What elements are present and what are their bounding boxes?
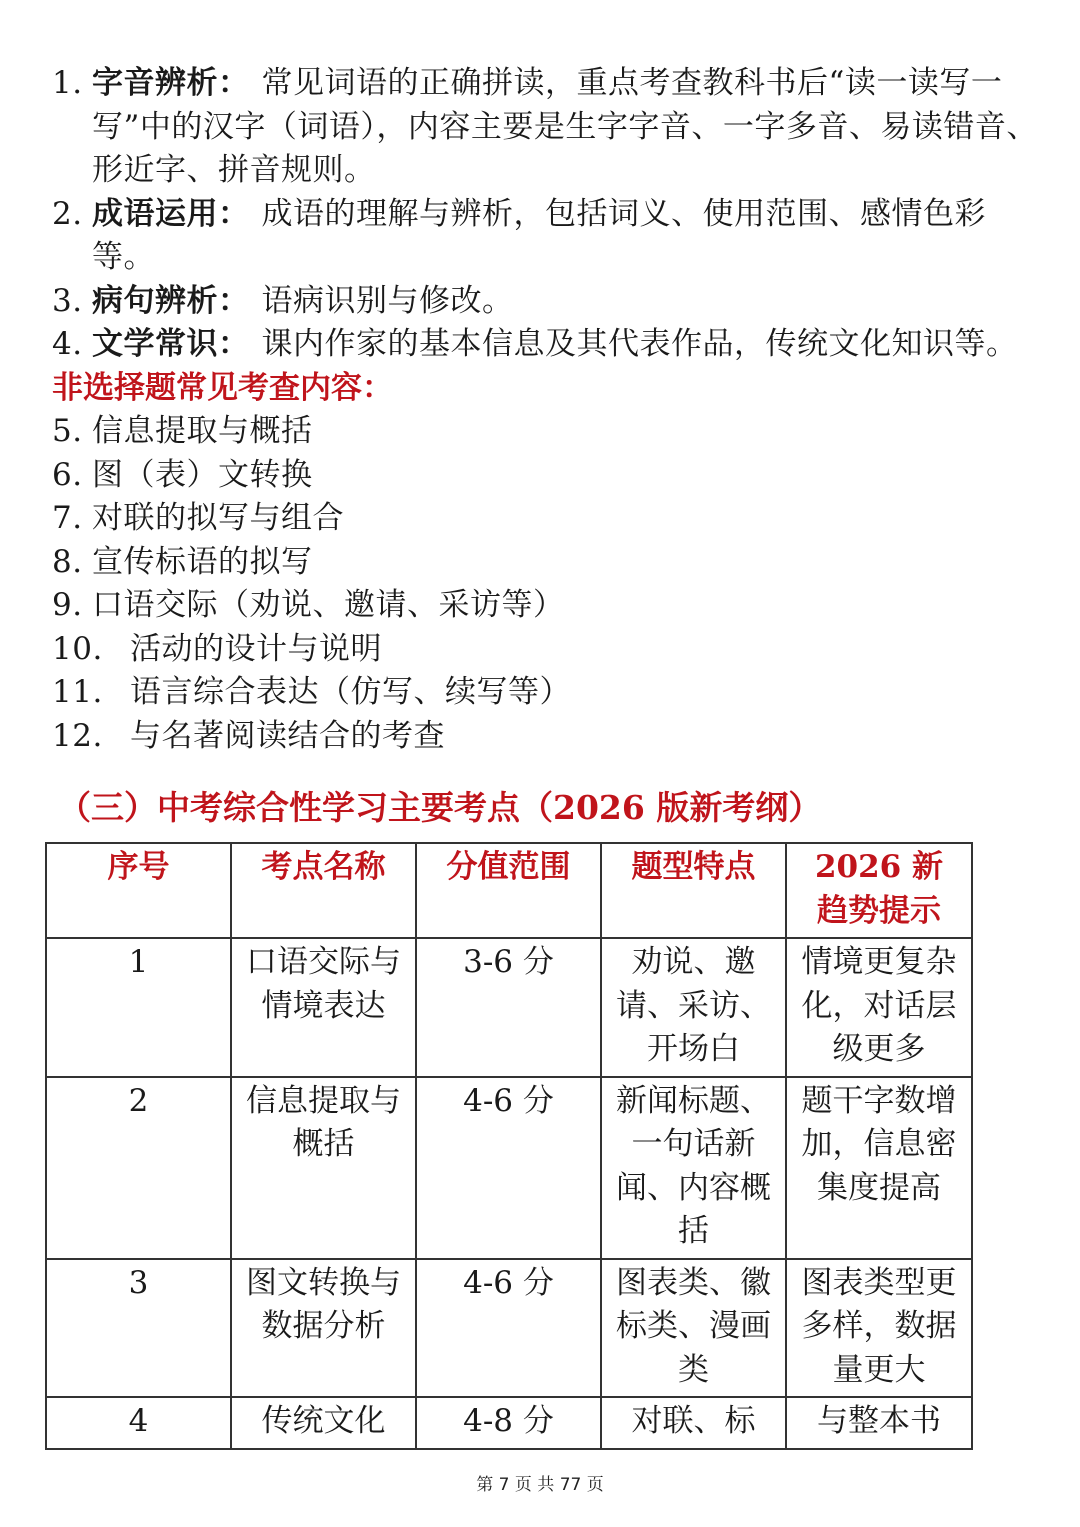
exam-points-table	[45, 842, 973, 1450]
item-number: 6.	[52, 456, 83, 493]
list-item	[52, 628, 1042, 672]
item-number: 12.	[52, 717, 103, 754]
table-cell: 新闻标题、一句话新闻、内容概括	[601, 1077, 786, 1259]
knowledge-point-list	[52, 62, 1042, 758]
item-text: 活动的设计与说明	[130, 630, 382, 667]
table-cell: 2	[46, 1077, 231, 1259]
item-number: 5.	[52, 413, 83, 449]
table-cell: 图表类、徽标类、漫画类	[601, 1259, 786, 1398]
item-text: 成语的理解与辨析，包括词义、使用范围、感情色彩等。	[92, 195, 986, 275]
column-header: 分值范围	[416, 843, 601, 938]
column-header: 序号	[46, 843, 231, 938]
table-row	[46, 1077, 972, 1259]
item-number: 7.	[52, 500, 83, 536]
table-cell: 图表类型更多样，数据量更大	[786, 1259, 972, 1398]
list-item	[52, 280, 1042, 324]
table-cell: 1	[46, 938, 231, 1077]
item-term: 文学常识：	[92, 326, 250, 362]
table-header-row	[46, 843, 972, 938]
list-item	[52, 62, 1042, 193]
table-cell: 口语交际与情境表达	[231, 938, 416, 1077]
table-cell: 情境更复杂化，对话层级更多	[786, 938, 972, 1077]
item-number: 1.	[52, 65, 83, 101]
list-item	[52, 323, 1042, 367]
table-cell: 题干字数增加，信息密集度提高	[786, 1077, 972, 1259]
list-item	[52, 454, 1042, 498]
item-number: 8.	[52, 543, 83, 580]
item-body	[92, 323, 1042, 367]
table-cell: 4	[46, 1397, 231, 1449]
item-text: 对联的拟写与组合	[92, 500, 344, 536]
item-text: 信息提取与概括	[92, 413, 313, 449]
list-item	[52, 193, 1042, 280]
table-cell: 4-6 分	[416, 1077, 601, 1259]
item-body	[92, 280, 1042, 324]
list-item	[52, 715, 1042, 759]
table-cell: 传统文化	[231, 1397, 416, 1449]
item-body	[92, 193, 1042, 280]
item-term: 字音辨析：	[92, 65, 250, 101]
item-term: 成语运用：	[92, 195, 250, 232]
item-number: 11.	[52, 674, 103, 710]
item-text: 语病识别与修改。	[261, 282, 514, 319]
table-cell: 3-6 分	[416, 938, 601, 1077]
table-cell: 对联、标	[601, 1397, 786, 1449]
table-cell: 与整本书	[786, 1397, 972, 1449]
table-row	[46, 1397, 972, 1449]
table-cell: 3	[46, 1259, 231, 1398]
table-cell: 图文转换与数据分析	[231, 1259, 416, 1398]
table-cell: 4-8 分	[416, 1397, 601, 1449]
table-row	[46, 938, 972, 1077]
item-body	[92, 62, 1042, 193]
page-footer: 第 7 页 共 77 页	[476, 1475, 604, 1495]
item-text: 常见词语的正确拼读，重点考查教科书后“读一读写一写”中的汉字（词语），内容主要是生字字音、一字多音、易读错音、形近字、拼音规则。	[92, 65, 1038, 188]
item-text: 图（表）文转换	[92, 456, 313, 493]
item-number: 10.	[52, 630, 103, 667]
column-header: 题型特点	[601, 843, 786, 938]
item-text: 宣传标语的拟写	[92, 543, 313, 580]
item-number: 2.	[52, 195, 83, 232]
table-row	[46, 1259, 972, 1398]
item-text: 课内作家的基本信息及其代表作品，传统文化知识等。	[261, 326, 1018, 362]
item-text: 语言综合表达（仿写、续写等）	[130, 674, 571, 710]
table-cell: 4-6 分	[416, 1259, 601, 1398]
list-item	[52, 671, 1042, 715]
list-item	[52, 541, 1042, 585]
list-item	[52, 497, 1042, 541]
item-number: 4.	[52, 326, 83, 362]
table-cell: 信息提取与概括	[231, 1077, 416, 1259]
nonchoice-heading: 非选择题常见考查内容：	[52, 369, 393, 406]
item-text: 口语交际（劝说、邀请、采访等）	[92, 587, 565, 623]
section-title: （三）中考综合性学习主要考点（2026 版新考纲）	[58, 788, 822, 827]
column-header: 2026 新趋势提示	[786, 843, 972, 938]
item-number: 9.	[52, 587, 83, 623]
table-cell: 劝说、邀请、采访、开场白	[601, 938, 786, 1077]
item-number: 3.	[52, 282, 83, 319]
column-header: 考点名称	[231, 843, 416, 938]
list-item	[52, 410, 1042, 454]
item-term: 病句辨析：	[92, 282, 250, 319]
list-item	[52, 584, 1042, 628]
item-text: 与名著阅读结合的考查	[130, 717, 445, 754]
